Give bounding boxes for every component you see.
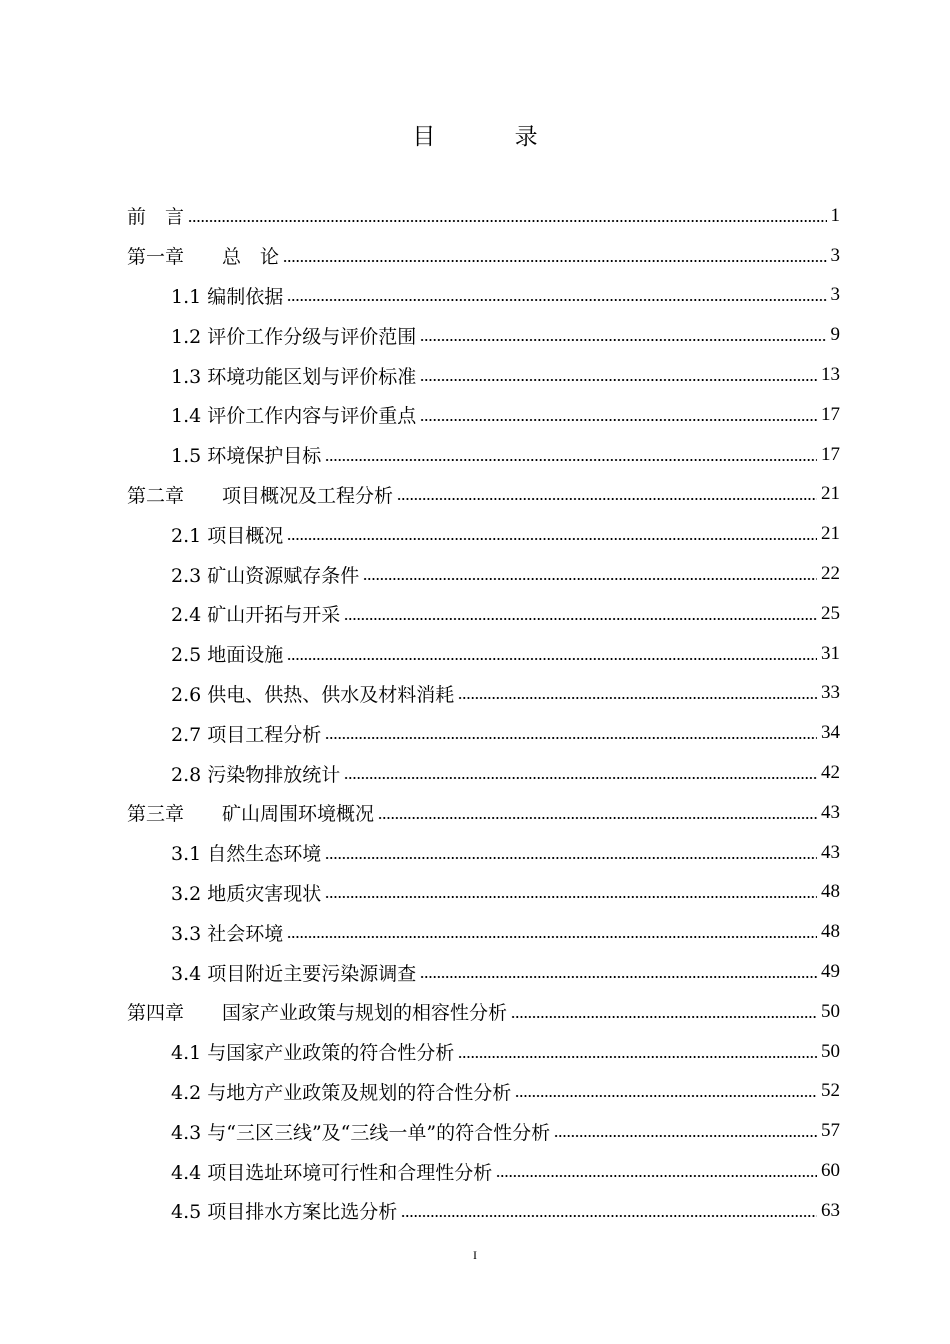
dot-leader xyxy=(511,1014,817,1019)
dot-leader xyxy=(188,218,826,223)
toc-entry-text: 第二章 项目概况及工程分析 xyxy=(127,484,394,507)
toc-page-number: 33 xyxy=(821,682,840,704)
dot-leader xyxy=(496,1174,817,1179)
dot-leader xyxy=(420,975,817,980)
toc-section-entry[interactable] xyxy=(127,674,840,714)
toc-page-number: 50 xyxy=(821,1040,840,1062)
toc-page-number: 57 xyxy=(821,1120,840,1142)
toc-entry-text: 4.3 与“三区三线”及“三线一单”的符合性分析 xyxy=(171,1121,551,1144)
dot-leader xyxy=(325,895,817,900)
toc-section-entry[interactable] xyxy=(127,1032,840,1072)
toc-section-entry[interactable] xyxy=(127,912,840,952)
toc-section-entry[interactable] xyxy=(127,873,840,913)
toc-entry-text: 4.1 与国家产业政策的符合性分析 xyxy=(171,1042,455,1065)
toc-page-number: 17 xyxy=(821,403,840,425)
dot-leader xyxy=(287,935,817,940)
toc-page-number: 34 xyxy=(821,722,840,744)
page-number: I xyxy=(473,1248,477,1262)
toc-entry-text: 2.3 矿山资源赋存条件 xyxy=(171,564,360,587)
dot-leader xyxy=(344,616,817,621)
dot-leader xyxy=(287,298,826,303)
dot-leader xyxy=(325,457,817,462)
dot-leader xyxy=(401,1213,817,1218)
dot-leader xyxy=(420,338,826,343)
toc-page-number: 25 xyxy=(821,602,840,624)
toc-entry-text: 1.1 编制依据 xyxy=(171,285,284,308)
toc-entry-text: 2.8 污染物排放统计 xyxy=(171,763,341,786)
toc-page-number: 31 xyxy=(821,642,840,664)
toc-section-entry[interactable] xyxy=(127,276,840,316)
toc-section-entry[interactable] xyxy=(127,1072,840,1112)
dot-leader xyxy=(458,1054,817,1059)
dot-leader xyxy=(378,815,817,820)
dot-leader xyxy=(420,417,817,422)
dot-leader xyxy=(554,1134,817,1139)
toc-page-number: 50 xyxy=(821,1000,840,1022)
toc-section-entry[interactable] xyxy=(127,554,840,594)
toc-section-entry[interactable] xyxy=(127,634,840,674)
toc-section-entry[interactable] xyxy=(127,713,840,753)
toc-entry-text: 前 言 xyxy=(127,206,185,229)
toc-entry-text: 2.7 项目工程分析 xyxy=(171,723,322,746)
toc-page-number: 21 xyxy=(821,523,840,545)
toc-entry-text: 第四章 国家产业政策与规划的相容性分析 xyxy=(127,1002,508,1025)
toc-chapter-entry[interactable] xyxy=(127,236,840,276)
dot-leader xyxy=(397,497,817,502)
toc-entry-text: 2.4 矿山开拓与开采 xyxy=(171,604,341,627)
toc-page-number: 21 xyxy=(821,483,840,505)
toc-section-entry[interactable] xyxy=(127,395,840,435)
toc-section-entry[interactable] xyxy=(127,315,840,355)
toc-entry-text: 3.4 项目附近主要污染源调查 xyxy=(171,962,417,985)
table-of-contents xyxy=(127,196,840,1231)
toc-entry-text: 3.1 自然生态环境 xyxy=(171,843,322,866)
toc-entry-text: 3.3 社会环境 xyxy=(171,922,284,945)
toc-section-entry[interactable] xyxy=(127,594,840,634)
toc-page-number: 43 xyxy=(821,841,840,863)
toc-entry-text: 第一章 总 论 xyxy=(127,246,280,269)
toc-page-number: 3 xyxy=(830,244,840,266)
toc-section-entry[interactable] xyxy=(127,355,840,395)
toc-page-number: 22 xyxy=(821,563,840,585)
toc-entry-text: 4.2 与地方产业政策及规划的符合性分析 xyxy=(171,1081,512,1104)
toc-section-entry[interactable] xyxy=(127,435,840,475)
toc-title: 目 录 xyxy=(412,124,574,150)
dot-leader xyxy=(287,656,817,661)
toc-page-number: 1 xyxy=(830,204,840,226)
toc-section-entry[interactable] xyxy=(127,1191,840,1231)
toc-page-number: 43 xyxy=(821,801,840,823)
toc-entry-text: 1.4 评价工作内容与评价重点 xyxy=(171,405,417,428)
toc-entry-text: 4.5 项目排水方案比选分析 xyxy=(171,1201,398,1224)
toc-section-entry[interactable] xyxy=(127,952,840,992)
toc-page-number: 3 xyxy=(830,284,840,306)
toc-entry-text: 1.3 环境功能区划与评价标准 xyxy=(171,365,417,388)
toc-chapter-entry[interactable] xyxy=(127,475,840,515)
toc-section-entry[interactable] xyxy=(127,514,840,554)
dot-leader xyxy=(420,378,817,383)
toc-page-number: 42 xyxy=(821,762,840,784)
toc-entry-text: 1.5 环境保护目标 xyxy=(171,445,322,468)
toc-entry-text: 2.1 项目概况 xyxy=(171,524,284,547)
dot-leader xyxy=(325,736,817,741)
toc-page-number: 17 xyxy=(821,443,840,465)
toc-page-number: 48 xyxy=(821,881,840,903)
toc-entry-text: 4.4 项目选址环境可行性和合理性分析 xyxy=(171,1161,493,1184)
toc-chapter-entry[interactable] xyxy=(127,793,840,833)
dot-leader xyxy=(283,258,826,263)
toc-page-number: 48 xyxy=(821,921,840,943)
toc-page-number: 13 xyxy=(821,364,840,386)
toc-page-number: 52 xyxy=(821,1080,840,1102)
toc-entry-text: 第三章 矿山周围环境概况 xyxy=(127,803,375,826)
toc-page-number: 60 xyxy=(821,1160,840,1182)
dot-leader xyxy=(515,1094,817,1099)
toc-section-entry[interactable] xyxy=(127,833,840,873)
toc-page-number: 9 xyxy=(830,324,840,346)
toc-entry-text: 1.2 评价工作分级与评价范围 xyxy=(171,325,417,348)
toc-page-number: 63 xyxy=(821,1199,840,1221)
toc-chapter-entry[interactable] xyxy=(127,196,840,236)
dot-leader xyxy=(344,776,817,781)
toc-entry-text: 2.5 地面设施 xyxy=(171,644,284,667)
toc-entry-text: 2.6 供电、供热、供水及材料消耗 xyxy=(171,683,455,706)
toc-chapter-entry[interactable] xyxy=(127,992,840,1032)
dot-leader xyxy=(325,855,817,860)
dot-leader xyxy=(363,577,817,582)
toc-section-entry[interactable] xyxy=(127,753,840,793)
toc-section-entry[interactable] xyxy=(127,1111,840,1151)
dot-leader xyxy=(458,696,817,701)
toc-entry-text: 3.2 地质灾害现状 xyxy=(171,882,322,905)
toc-page-number: 49 xyxy=(821,961,840,983)
toc-section-entry[interactable] xyxy=(127,1151,840,1191)
dot-leader xyxy=(287,537,817,542)
